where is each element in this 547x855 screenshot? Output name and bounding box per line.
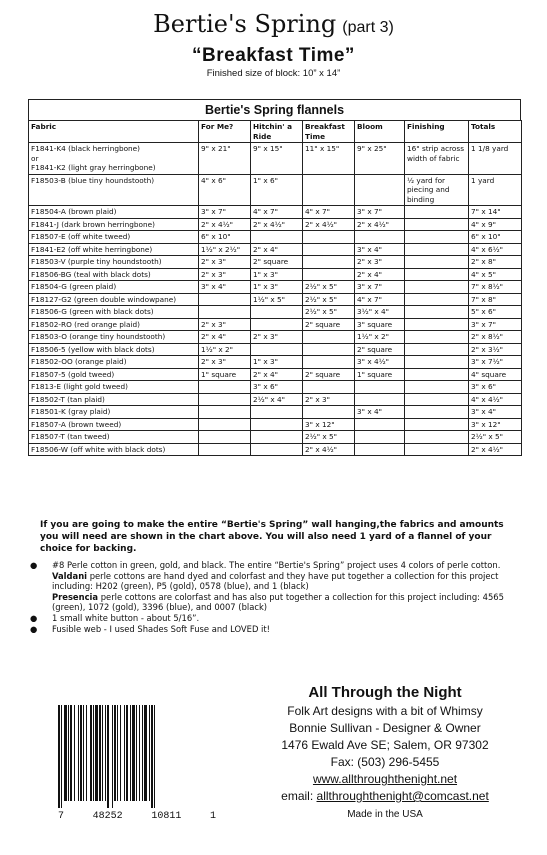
table-cell-finishing [405,381,469,394]
list-item [30,624,510,635]
table-row [29,418,522,431]
table-cell-bloom [355,231,405,244]
table-cell-hitchin: 4" x 7" [251,206,303,219]
table-cell-for-me: 3" x 7" [199,206,251,219]
table-cell-for-me: 6" x 10" [199,231,251,244]
block-title: “Breakfast Time” [192,45,355,66]
table-cell-totals: 2" x 8½" [469,331,522,344]
table-cell-finishing [405,343,469,356]
table-cell-breakfast [303,343,355,356]
table-cell-for-me [199,293,251,306]
table-cell-breakfast [303,381,355,394]
table-cell-breakfast: 2½" x 5" [303,281,355,294]
table-row [29,281,522,294]
table-cell-totals: 7" x 8" [469,293,522,306]
table-cell-for-me: 9" x 21" [199,143,251,175]
table-cell-hitchin: 2" x 4" [251,368,303,381]
table-cell-totals: 3" x 4" [469,406,522,419]
table-cell-bloom: 4" x 7" [355,293,405,306]
finished-size: Finished size of block: 10” x 14” [206,68,341,79]
table-cell-fabric: F1813-E (light gold tweed) [29,381,199,394]
barcode-number [58,811,216,822]
table-cell-bloom [355,174,405,206]
table-cell-fabric: F1841-K4 (black herringbone) or F1841-K2 (light gray herringbone) [29,143,199,175]
table-cell-hitchin [251,231,303,244]
table-cell-for-me: 2" x 3" [199,356,251,369]
table-cell-breakfast [303,256,355,269]
table-cell-breakfast: 2" square [303,318,355,331]
table-row [29,143,522,175]
barcode-icon [58,705,216,808]
table-row [29,381,522,394]
table-cell-bloom: 3" x 4" [355,406,405,419]
table-row [29,343,522,356]
backing-note: If you are going to make the entire “Bertie's Spring” wall hanging,the fabrics and amounts you will need are shown in the chart above. You will also need 1 yard of a flannel of your choice for backing. [40,520,504,554]
col-header: Finishing [405,121,469,143]
fabric-table [28,120,522,456]
table-cell-bloom: 2" x 3" [355,256,405,269]
col-header: Breakfast Time [303,121,355,143]
table-row [29,393,522,406]
table-cell-totals: 4" x 9" [469,218,522,231]
barcode-digit: 1 [209,811,216,822]
table-row [29,368,522,381]
table-cell-for-me [199,381,251,394]
table-cell-fabric: F18502-T (tan plaid) [29,393,199,406]
table-cell-finishing [405,431,469,444]
table-cell-for-me: 2" x 4" [199,331,251,344]
tagline: Folk Art designs with a bit of Whimsy [287,704,483,718]
table-cell-totals: 4" x 6½" [469,243,522,256]
barcode-digit: 7 [58,811,65,822]
table-cell-breakfast: 2½" x 5" [303,293,355,306]
fax: Fax: (503) 296-5455 [330,755,440,769]
table-cell-breakfast: 2½" x 5" [303,306,355,319]
table-cell-totals: 3" x 7" [469,318,522,331]
table-row [29,256,522,269]
table-cell-fabric: F18507-A (brown tweed) [29,418,199,431]
table-cell-bloom: 3" x 7" [355,206,405,219]
table-cell-fabric: F18504-A (brown plaid) [29,206,199,219]
valdani-label: Valdani [52,570,88,581]
bullet-icon: ● [30,623,38,634]
presencia-text: perle cottons are colorfast and has also put together a collection for this project including: 4565 (green), 1072 (gold), 3396 (blue), and 0007 (black) [52,591,504,613]
table-cell-bloom: 1" square [355,368,405,381]
table-cell-totals: 7" x 8½" [469,281,522,294]
table-cell-for-me [199,306,251,319]
table-cell-breakfast: 11" x 15" [303,143,355,175]
table-cell-fabric: F18127-G2 (green double windowpane) [29,293,199,306]
table-cell-finishing [405,443,469,456]
pattern-title [0,8,547,44]
table-cell-finishing [405,418,469,431]
table-cell-totals: 5" x 6" [469,306,522,319]
table-cell-fabric: F1841-J (dark brown herringbone) [29,218,199,231]
table-cell-fabric: F18503-V (purple tiny houndstooth) [29,256,199,269]
table-cell-hitchin: 1" x 6" [251,174,303,206]
table-cell-hitchin [251,431,303,444]
table-row [29,268,522,281]
company-name: All Through the Night [308,684,462,701]
table-cell-finishing [405,268,469,281]
table-cell-totals: 3" x 6" [469,381,522,394]
table-cell-fabric: F18504-G (green plaid) [29,281,199,294]
valdani-text: perle cottons are hand dyed and colorfast and they have put together a collection for this project including: H202 (green), P5 (gold), 0578 (blue), and 1 (black) [52,570,499,592]
table-cell-fabric: F18506-W (off white with black dots) [29,443,199,456]
table-cell-bloom: 1½" x 2" [355,331,405,344]
presencia-paragraph [30,592,510,613]
bullet-icon: ● [30,560,38,570]
table-cell-totals: 3" x 12" [469,418,522,431]
table-cell-breakfast: 2" square [303,368,355,381]
table-row [29,174,522,206]
table-cell-hitchin: 2" x 4" [251,243,303,256]
table-cell-bloom [355,418,405,431]
table-cell-for-me [199,406,251,419]
table-cell-breakfast: 2" x 3" [303,393,355,406]
table-cell-hitchin: 1" x 3" [251,268,303,281]
table-cell-bloom: 3" x 7" [355,281,405,294]
owner: Bonnie Sullivan - Designer & Owner [289,721,481,735]
table-cell-finishing [405,306,469,319]
col-header: Fabric [29,121,199,143]
col-header: For Me? [199,121,251,143]
col-header: Hitchin' a Ride [251,121,303,143]
table-cell-finishing [405,356,469,369]
table-cell-for-me: 2" x 3" [199,256,251,269]
table-cell-fabric: F18506-5 (yellow with black dots) [29,343,199,356]
table-cell-finishing: ½ yard for piecing and binding [405,174,469,206]
table-row [29,218,522,231]
table-cell-breakfast [303,243,355,256]
supply-list [30,560,510,634]
table-cell-hitchin [251,406,303,419]
table-cell-finishing [405,393,469,406]
table-cell-totals: 4" x 4½" [469,393,522,406]
table-cell-bloom: 9" x 25" [355,143,405,175]
table-cell-finishing [405,243,469,256]
table-cell-hitchin: 3" x 6" [251,381,303,394]
header [0,8,547,79]
table-cell-hitchin: 2½" x 4" [251,393,303,406]
table-cell-fabric: F18502-OO (orange plaid) [29,356,199,369]
table-row [29,293,522,306]
table-cell-breakfast: 2" x 4½" [303,443,355,456]
table-cell-finishing [405,318,469,331]
table-cell-bloom [355,393,405,406]
title-part: (part 3) [342,19,394,36]
table-cell-breakfast [303,406,355,419]
table-row [29,318,522,331]
table-cell-hitchin: 1" x 3" [251,281,303,294]
table-cell-for-me [199,418,251,431]
table-cell-breakfast: 3" x 12" [303,418,355,431]
table-cell-bloom [355,443,405,456]
table-cell-hitchin: 2" x 4½" [251,218,303,231]
table-cell-fabric: F18503-B (blue tiny houndstooth) [29,174,199,206]
table-row [29,406,522,419]
table-row [29,243,522,256]
made-in: Made in the USA [347,809,423,820]
table-cell-bloom [355,431,405,444]
table-cell-finishing: 16" strip across width of fabric [405,143,469,175]
perle-cotton-text: #8 Perle cotton in green, gold, and black. The entire “Bertie's Spring” project uses 4 colors of perle cotton. [52,560,501,570]
table-cell-totals: 2" x 4½" [469,443,522,456]
table-cell-finishing [405,256,469,269]
table-cell-fabric: F18503-O (orange tiny houndstooth) [29,331,199,344]
table-cell-bloom: 3" square [355,318,405,331]
table-cell-finishing [405,218,469,231]
list-item [30,613,510,624]
table-row [29,443,522,456]
chart-caption: Bertie's Spring flannels [28,99,521,120]
table-cell-finishing [405,206,469,219]
presencia-label: Presencia [52,591,99,602]
table-cell-for-me: 2" x 4½" [199,218,251,231]
table-cell-bloom [355,381,405,394]
table-cell-totals: 1 1/8 yard [469,143,522,175]
table-cell-finishing [405,293,469,306]
table-cell-breakfast: 4" x 7" [303,206,355,219]
table-cell-fabric: F1841-E2 (off white herringbone) [29,243,199,256]
table-cell-bloom: 2" x 4" [355,268,405,281]
table-cell-for-me [199,431,251,444]
table-cell-for-me: 1" square [199,368,251,381]
table-cell-totals: 2" x 3½" [469,343,522,356]
bullet-icon: ● [30,612,38,623]
table-cell-fabric: F18507-E (off white tweed) [29,231,199,244]
email-label: email: [281,789,317,803]
table-cell-breakfast [303,356,355,369]
table-header-row [29,121,522,143]
table-cell-for-me [199,443,251,456]
table-cell-hitchin: 1" x 3" [251,356,303,369]
table-cell-fabric: F18501-K (gray plaid) [29,406,199,419]
table-cell-totals: 3" x 7½" [469,356,522,369]
table-cell-bloom: 3½" x 4" [355,306,405,319]
table-cell-hitchin: 1½" x 5" [251,293,303,306]
contact-block [240,683,530,823]
table-cell-hitchin: 2" x 3" [251,331,303,344]
table-cell-bloom: 3" x 4½" [355,356,405,369]
valdani-paragraph [30,571,510,592]
table-cell-for-me: 2" x 3" [199,318,251,331]
title-text: Bertie's Spring [153,10,337,38]
table-cell-finishing [405,406,469,419]
col-header: Totals [469,121,522,143]
table-cell-totals: 1 yard [469,174,522,206]
table-cell-totals: 4" square [469,368,522,381]
fusible-web-text: Fusible web - I used Shades Soft Fuse and LOVED it! [52,623,271,634]
table-cell-totals: 4" x 5" [469,268,522,281]
table-cell-fabric: F18502-RO (red orange plaid) [29,318,199,331]
table-cell-breakfast: 2" x 4½" [303,218,355,231]
table-cell-fabric: F18506-G (green with black dots) [29,306,199,319]
table-body [29,143,522,456]
table-row [29,231,522,244]
table-cell-bloom: 2" square [355,343,405,356]
email-line [240,788,530,805]
table-cell-for-me: 3" x 4" [199,281,251,294]
table-cell-finishing [405,231,469,244]
table-cell-fabric: F18507-5 (gold tweed) [29,368,199,381]
table-cell-breakfast [303,331,355,344]
address: 1476 Ewald Ave SE; Salem, OR 97302 [281,738,489,752]
table-cell-for-me [199,393,251,406]
col-header: Bloom [355,121,405,143]
table-row [29,431,522,444]
table-cell-for-me: 4" x 6" [199,174,251,206]
website-link[interactable]: www.allthroughthenight.net [312,772,458,786]
email-link[interactable]: allthroughthenight@comcast.net [316,789,489,803]
table-cell-finishing [405,331,469,344]
table-cell-for-me: 1½" x 2" [199,343,251,356]
table-cell-breakfast [303,268,355,281]
table-cell-breakfast: 2½" x 5" [303,431,355,444]
table-cell-for-me: 2" x 3" [199,268,251,281]
table-cell-bloom: 3" x 4" [355,243,405,256]
table-cell-hitchin [251,443,303,456]
button-text: 1 small white button - about 5/16”. [52,612,200,623]
table-cell-breakfast [303,231,355,244]
table-cell-totals: 2" x 8" [469,256,522,269]
table-row [29,331,522,344]
fabric-chart [28,99,521,456]
barcode-digit: 10811 [151,811,182,822]
barcode-digit: 48252 [92,811,123,822]
table-cell-hitchin: 2" square [251,256,303,269]
table-cell-for-me: 1½" x 2½" [199,243,251,256]
table-cell-hitchin [251,418,303,431]
table-cell-totals: 6" x 10" [469,231,522,244]
table-cell-finishing [405,368,469,381]
table-cell-bloom: 2" x 4½" [355,218,405,231]
table-cell-totals: 7" x 14" [469,206,522,219]
table-cell-hitchin [251,306,303,319]
table-cell-hitchin [251,343,303,356]
table-row [29,356,522,369]
table-cell-fabric: F18507-T (tan tweed) [29,431,199,444]
table-cell-fabric: F18506-BG (teal with black dots) [29,268,199,281]
table-row [29,306,522,319]
table-cell-finishing [405,281,469,294]
table-row [29,206,522,219]
table-cell-hitchin [251,318,303,331]
table-cell-breakfast [303,174,355,206]
table-cell-hitchin: 9" x 15" [251,143,303,175]
table-cell-totals: 2½" x 5" [469,431,522,444]
list-item [30,560,510,571]
